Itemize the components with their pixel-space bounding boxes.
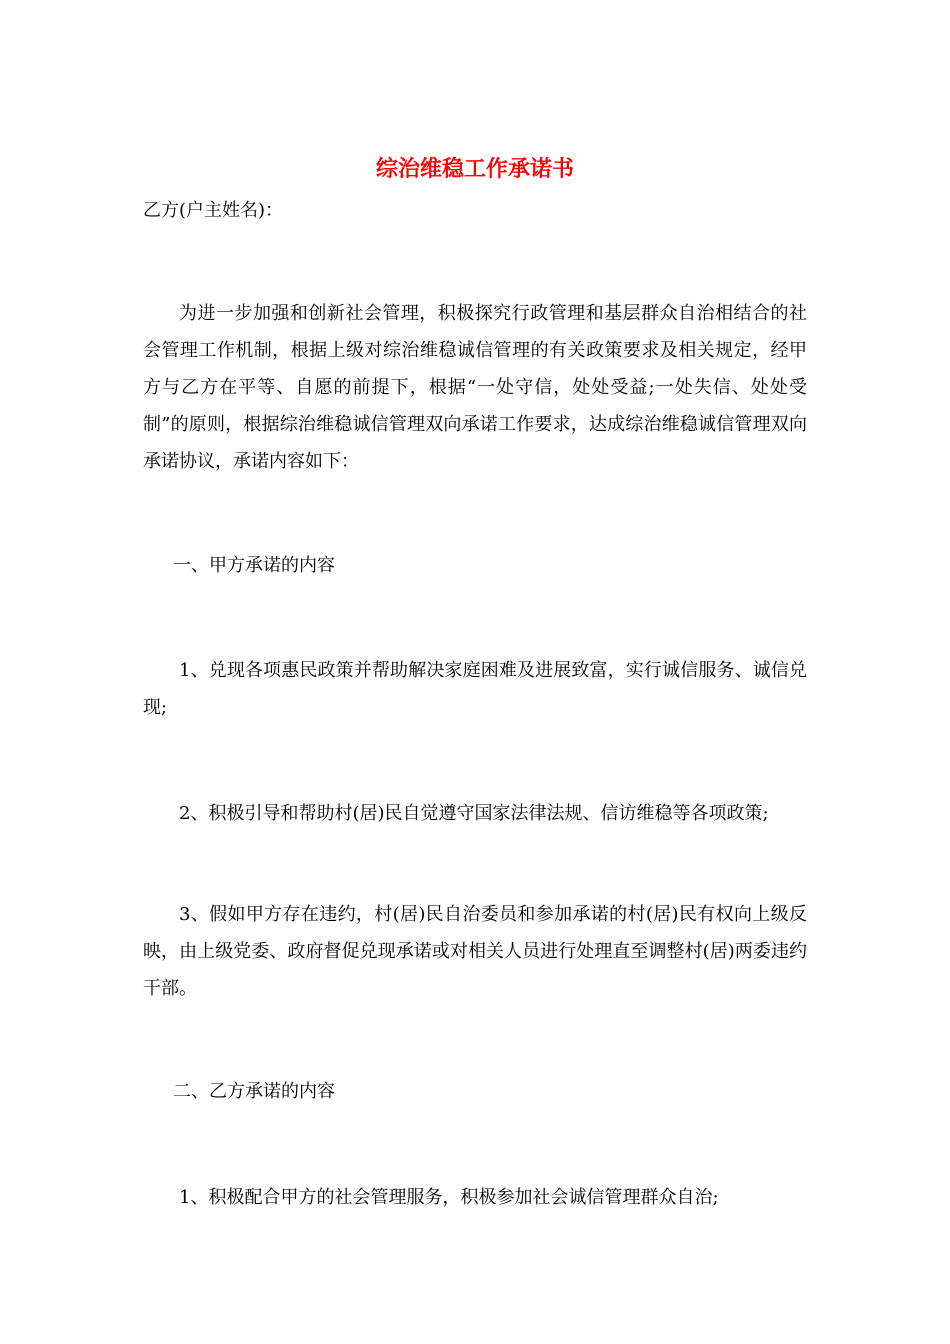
- section-1-heading: 一、甲方承诺的内容: [173, 555, 335, 576]
- section-1-item-2: 2、积极引导和帮助村(居)民自觉遵守国家法律法规、信访维稳等各项政策;: [179, 803, 769, 824]
- intro-paragraph: 为进一步加强和创新社会管理，积极探究行政管理和基层群众自治相结合的社会管理工作机制，根据上级对综治维稳诚信管理的有关政策要求及相关规定，经甲方与乙方在平等、自愿的前提下，根据“一处守信，处处受益;一处失信、处处受制”的原则，根据综治维稳诚信管理双向承诺工作要求，达成综治维稳诚信管理双向承诺协议，承诺内容如下：: [143, 303, 807, 472]
- section-2-heading: 二、乙方承诺的内容: [173, 1081, 335, 1102]
- party-b-label: 乙方(户主姓名)：: [143, 200, 284, 221]
- section-1-item-1: 1、兑现各项惠民政策并帮助解决家庭困难及进展致富，实行诚信服务、诚信兑现;: [143, 660, 807, 718]
- section-1-item-3: 3、假如甲方存在违约，村(居)民自治委员和参加承诺的村(居)民有权向上级反映，由上级党委、政府督促兑现承诺或对相关人员进行处理直至调整村(居)两委违约干部。: [143, 904, 807, 999]
- document-title: 综治维稳工作承诺书: [375, 156, 574, 182]
- section-2-item-1: 1、积极配合甲方的社会管理服务，积极参加社会诚信管理群众自治;: [179, 1187, 719, 1208]
